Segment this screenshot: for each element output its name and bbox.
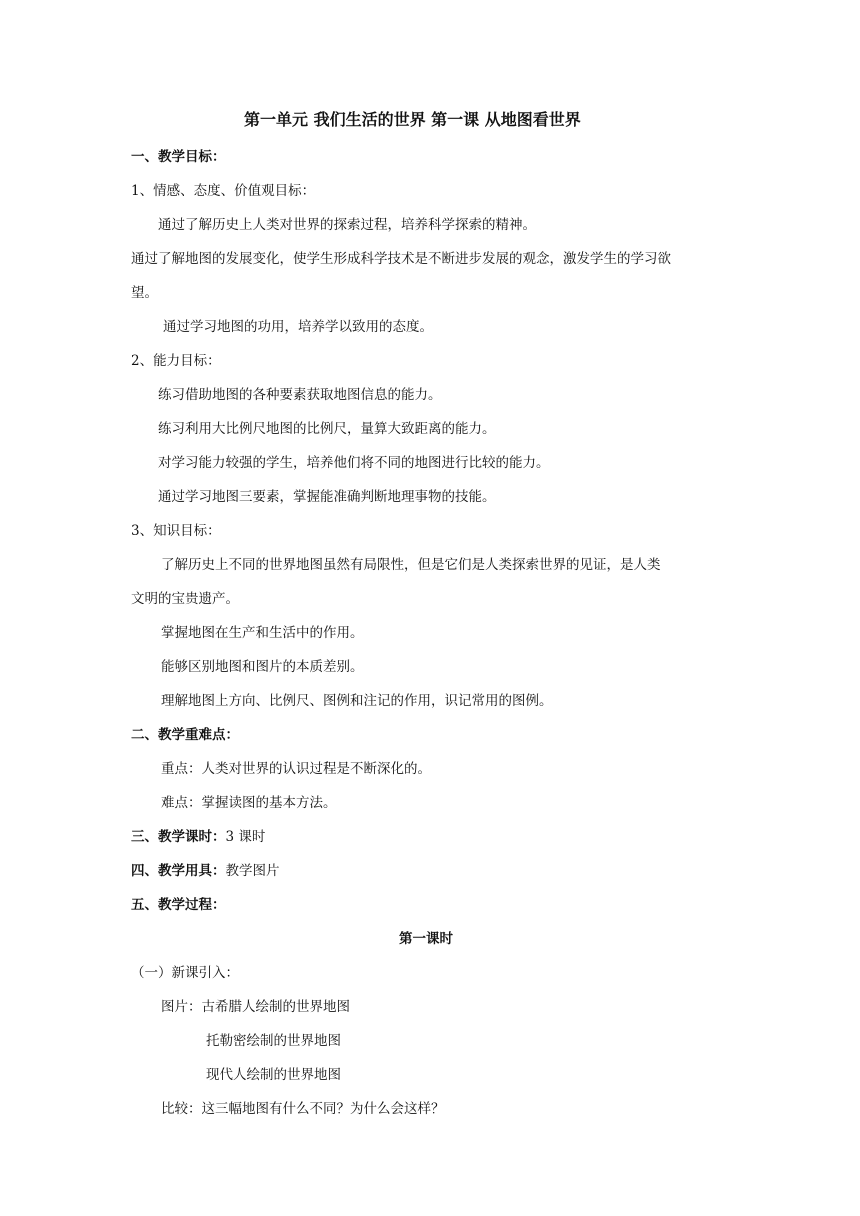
- goal-item: 通过了解历史上人类对世界的探索过程，培养科学探索的精神。: [158, 217, 536, 233]
- document-title: 第一单元 我们生活的世界 第一课 从地图看世界: [244, 110, 581, 129]
- goal-item: 通过了解地图的发展变化，使学生形成科学技术是不断进步发展的观念，激发学生的学习欲: [131, 251, 671, 267]
- lesson-title: 第一课时: [399, 931, 453, 947]
- section-heading-key-points: 二、教学重难点：: [131, 727, 239, 743]
- difficult-point: 难点：掌握读图的基本方法。: [161, 795, 337, 811]
- goal-item: 了解历史上不同的世界地图虽然有局限性，但是它们是人类探索世界的见证，是人类: [161, 557, 661, 573]
- picture-item: 现代人绘制的世界地图: [206, 1067, 341, 1083]
- section-heading-teaching-tools: 四、教学用具：: [131, 863, 226, 879]
- section-teaching-tools: [131, 861, 280, 881]
- intro-heading: （一）新课引入：: [131, 965, 239, 981]
- goal-item: 掌握地图在生产和生活中的作用。: [161, 625, 364, 641]
- goal-item-continuation: 望。: [131, 285, 158, 301]
- goal-heading-knowledge: 3、知识目标：: [131, 523, 221, 539]
- section-lesson-hours: [131, 827, 265, 847]
- goal-item: 练习利用大比例尺地图的比例尺，量算大致距离的能力。: [158, 421, 496, 437]
- goal-item: 理解地图上方向、比例尺、图例和注记的作用，识记常用的图例。: [161, 693, 553, 709]
- goal-heading-ability: 2、能力目标：: [131, 353, 221, 369]
- compare-question: 比较：这三幅地图有什么不同？为什么会这样？: [161, 1101, 445, 1117]
- goal-item: 练习借助地图的各种要素获取地图信息的能力。: [158, 387, 442, 403]
- section-heading-teaching-process: 五、教学过程：: [131, 897, 226, 913]
- goal-heading-attitude: 1、情感、态度、价值观目标：: [131, 183, 316, 199]
- key-point: 重点：人类对世界的认识过程是不断深化的。: [161, 761, 431, 777]
- goal-item: 能够区别地图和图片的本质差别。: [161, 659, 364, 675]
- teaching-tools-value: 教学图片: [225, 863, 280, 879]
- goal-item: 通过学习地图三要素，掌握能准确判断地理事物的技能。: [158, 489, 496, 505]
- lesson-hours-value: 3 课时: [225, 829, 266, 845]
- picture-item: 托勒密绘制的世界地图: [206, 1033, 341, 1049]
- section-heading-teaching-goals: 一、教学目标：: [131, 149, 226, 165]
- goal-item: 通过学习地图的功用，培养学以致用的态度。: [163, 319, 433, 335]
- goal-item-continuation: 文明的宝贵遗产。: [131, 591, 239, 607]
- pictures-label: 图片：古希腊人绘制的世界地图: [161, 999, 350, 1015]
- goal-item: 对学习能力较强的学生，培养他们将不同的地图进行比较的能力。: [158, 455, 550, 471]
- section-heading-lesson-hours: 三、教学课时：: [131, 829, 226, 845]
